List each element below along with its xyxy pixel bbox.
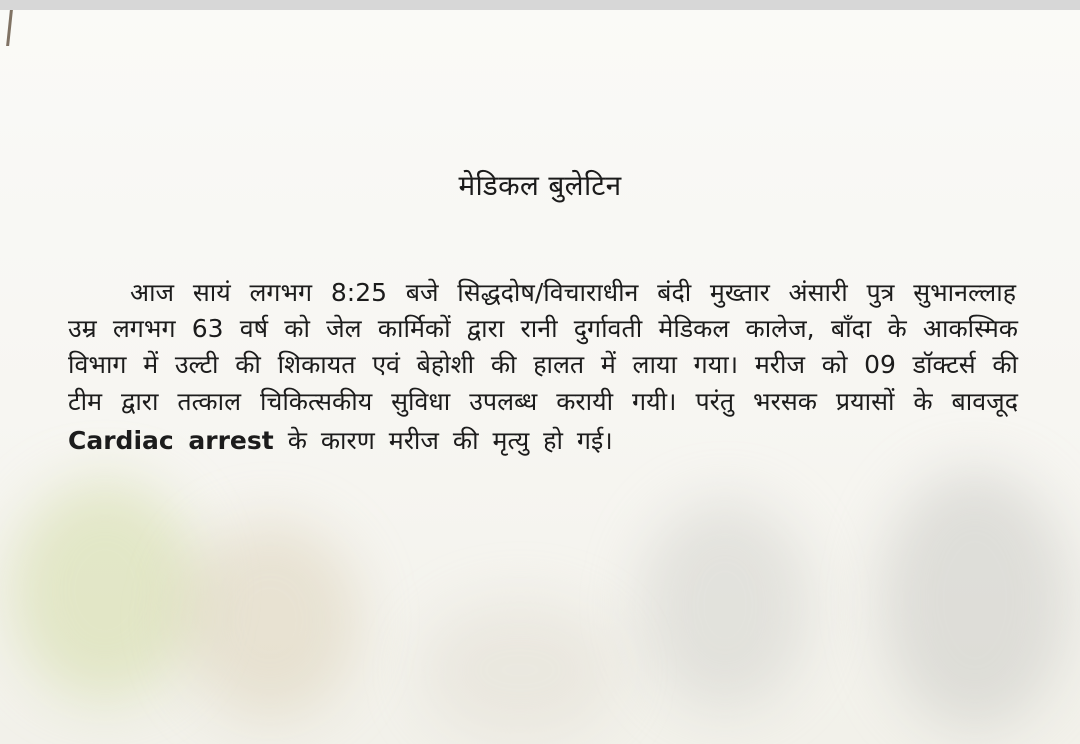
body-line-4: टीम द्वारा तत्काल चिकित्सकीय सुविधा उपलब्ध करायी गयी। परंतु भरसक प्रयासों के बावजूद: [68, 387, 1018, 416]
paper-stain: [10, 480, 200, 700]
body-line-5: [68, 424, 1018, 458]
scan-top-strip: [0, 0, 1080, 10]
paper-edge-mark: [6, 10, 13, 46]
paper-stain: [640, 500, 810, 710]
english-term: Cardiac arrest: [68, 426, 274, 455]
body-line-1: आज सायं लगभग 8:25 बजे सिद्धदोष/विचाराधीन बंदी मुख्तार अंसारी पुत्र सुभानल्लाह: [130, 278, 1016, 307]
body-line-2: उम्र लगभग 63 वर्ष को जेल कार्मिकों द्वारा रानी दुर्गावती मेडिकल कालेज, बाँदा के आकस्मिक: [68, 314, 1018, 343]
body-line-5-text: के कारण मरीज की मृत्यु हो गई।: [287, 426, 613, 455]
paper-stain: [180, 520, 360, 720]
paper-stain: [880, 470, 1070, 730]
paper-stain: [420, 600, 620, 740]
document-title: मेडिकल बुलेटिन: [458, 169, 622, 202]
body-line-3: विभाग में उल्टी की शिकायत एवं बेहोशी की हालत में लाया गया। मरीज को 09 डॉक्टर्स की: [68, 350, 1018, 379]
